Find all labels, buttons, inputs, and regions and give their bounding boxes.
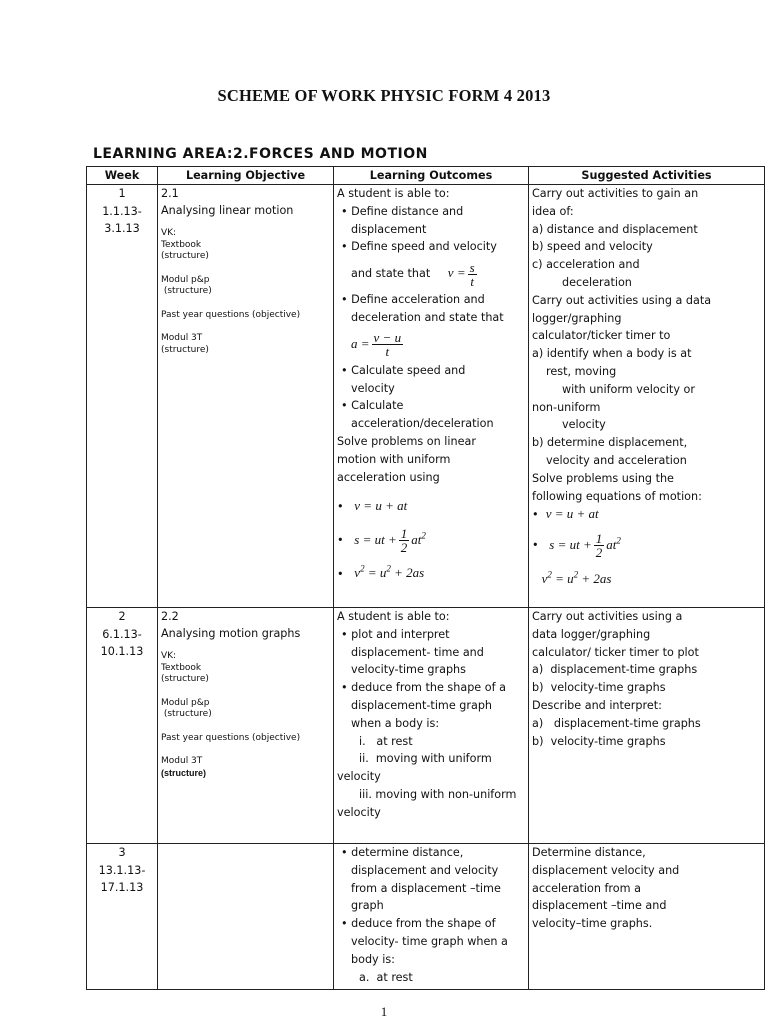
equation-1: • v = u + at (532, 506, 599, 522)
activity-text: acceleration from a (532, 881, 641, 895)
header-activities: Suggested Activities (529, 167, 765, 185)
outcome-text: velocity (351, 381, 395, 395)
reference-line: VK: (161, 651, 177, 661)
reference (161, 310, 331, 322)
week-number: 3 (118, 846, 126, 859)
activity-text: following equations of motion: (532, 489, 702, 503)
reference-line: Modul 3T (161, 333, 203, 343)
activity-text: b) velocity-time graphs (532, 681, 666, 695)
week-number: 1 (118, 187, 126, 200)
formula-acceleration: a = $\frac{v - u}{t}$ (351, 330, 402, 360)
outcome-text: graph (351, 899, 384, 913)
activity-text: Carry out activities using a data (532, 293, 712, 307)
reference-line: Textbook (161, 239, 202, 250)
activity-text: b) velocity-time graphs (532, 734, 666, 748)
outcome-intro: A student is able to: (337, 610, 450, 623)
objective-code: 2.1 (161, 187, 179, 200)
activity-text: Solve problems using the (532, 471, 674, 485)
outcome-text: displacement- time and (351, 645, 484, 659)
reference (161, 756, 331, 779)
activity-text: idea of: (532, 204, 574, 218)
formula-v-s-t: v = $\frac{s}{t}$ (447, 259, 475, 289)
outcome-text: acceleration/deceleration (351, 417, 494, 431)
outcome-text: Solve problems on linear (337, 434, 476, 448)
objective-cell (158, 185, 334, 608)
outcome-bullet: • Define distance and displacement (341, 204, 464, 236)
week-number: 2 (118, 610, 126, 623)
activity-text: calculator/ ticker timer to plot (532, 645, 699, 659)
activity-text: calculator/ticker timer to (532, 329, 671, 343)
activity-text: displacement velocity and (532, 863, 680, 877)
reference-line: (structure) (161, 344, 209, 355)
outcome-bullet: • plot and interpret displacement- time and velocity-time graphs (341, 627, 484, 677)
outcome-text: determine distance, (351, 846, 464, 859)
week-cell (87, 844, 158, 990)
activity-text: Determine distance, (532, 846, 646, 859)
outcome-solve (337, 433, 526, 486)
reference-line: (structure) (161, 286, 212, 296)
objective-title: Analysing linear motion (161, 204, 294, 217)
week-date: 13.1.13- (98, 863, 146, 877)
reference (161, 733, 331, 745)
activity-text: displacement –time and (532, 899, 667, 913)
activity-text: velocity–time graphs. (532, 917, 653, 931)
objective-cell (158, 844, 334, 990)
outcome-text: plot and interpret (351, 627, 450, 641)
activity-text: b) speed and velocity (532, 240, 653, 254)
week-date: 6.1.13- (102, 627, 142, 641)
objective-code: 2.2 (161, 610, 179, 623)
equation-1: • v = u + at (337, 498, 408, 514)
outcome-subitem: iii. moving with non-uniform (359, 787, 517, 801)
activities-cell (529, 608, 765, 844)
activity-text: velocity (562, 418, 606, 432)
week-date: 1.1.13- (102, 204, 142, 218)
activity-text: c) acceleration and (532, 258, 640, 272)
activity-text: with uniform velocity or (562, 382, 695, 396)
table-row (87, 844, 765, 990)
outcome-text: Define acceleration and (351, 293, 485, 307)
outcome-bullet: • determine distance, displacement and velocity from a displacement –time graph (341, 846, 501, 913)
outcome-bullet: • Define speed and velocity (341, 240, 497, 254)
outcome-text: deduce from the shape of a (351, 681, 506, 695)
outcome-text: from a displacement –time (351, 881, 501, 895)
objective-cell (158, 608, 334, 844)
equation-2: • s = ut + $\frac{1}{2}$ $at^2$ (337, 526, 426, 556)
reference-line: Modul 3T (161, 756, 203, 766)
reference (161, 275, 331, 298)
outcome-text: Define speed and velocity (351, 240, 497, 254)
activity-text: a) displacement-time graphs (532, 663, 698, 677)
equation-3: • $v^2 = u^2 + 2as$ (337, 563, 425, 581)
table-row (87, 608, 765, 844)
reference-line: (structure) (161, 709, 212, 719)
page-title: SCHEME OF WORK PHYSIC FORM 4 2013 (217, 86, 551, 105)
equation-2: • s = ut + $\frac{1}{2}$ $at^2$ (532, 531, 621, 561)
outcome-subitem: a. at rest (359, 970, 413, 984)
outcome-text: acceleration using (337, 470, 440, 484)
week-cell (87, 608, 158, 844)
outcome-text: when a body is: (351, 716, 440, 730)
equation-3: $v^2 = u^2 + 2as$ (541, 569, 612, 586)
outcome-text: deceleration and state that (351, 310, 504, 324)
week-date: 17.1.13 (100, 881, 144, 894)
header-week: Week (87, 167, 158, 185)
learning-area-heading: LEARNING AREA:2.FORCES AND MOTION (93, 146, 428, 162)
outcome-subitem: ii. moving with uniform (359, 752, 492, 766)
outcome-bullet: • Calculate acceleration/deceleration (341, 399, 494, 431)
outcomes-cell (334, 185, 529, 608)
reference (161, 698, 331, 721)
activities-cell (529, 844, 765, 990)
activities-cell (529, 185, 765, 608)
outcome-text: body is: (351, 952, 395, 966)
activity-text: logger/graphing (532, 311, 622, 325)
header-row (87, 167, 765, 185)
outcomes-cell (334, 844, 529, 990)
table-row (87, 185, 765, 608)
outcome-text: displacement-time graph (351, 698, 493, 712)
outcome-formula-line (337, 327, 526, 362)
activity-text: rest, moving (546, 364, 617, 378)
activity-text: a) distance and displacement (532, 222, 698, 236)
outcome-intro: A student is able to: (337, 187, 450, 200)
header-objective: Learning Objective (158, 167, 334, 185)
outcome-text: Define distance and (351, 204, 464, 218)
outcome-text: motion with uniform (337, 452, 451, 466)
outcome-text: Calculate speed and (351, 363, 466, 377)
activity-text: b) determine displacement, (532, 436, 688, 450)
objective-title: Analysing motion graphs (161, 627, 301, 640)
outcome-formula-line (337, 256, 526, 291)
outcome-text: deduce from the shape of (351, 917, 496, 931)
outcome-text: displacement (351, 222, 427, 236)
reference (161, 228, 331, 263)
outcome-text: Calculate (351, 399, 404, 413)
scheme-table (86, 166, 765, 990)
activity-text: Describe and interpret: (532, 698, 662, 712)
activity-text: data logger/graphing (532, 627, 651, 641)
activity-text: deceleration (562, 275, 632, 289)
outcome-bullet: • Calculate speed and velocity (341, 363, 466, 395)
week-date: 10.1.13 (100, 645, 144, 658)
reference-line: Textbook (161, 662, 202, 673)
outcome-bullet: • deduce from the shape of a displacement-time graph when a body is: (341, 681, 506, 730)
week-date: 3.1.13 (104, 222, 140, 235)
reference (161, 651, 331, 686)
outcome-subitem: i. at rest (359, 734, 413, 748)
reference-line: Past year questions (objective) (161, 732, 301, 743)
reference-line: Modul p&p (161, 697, 210, 708)
outcome-subitem: velocity (337, 770, 381, 784)
reference-line: (structure) (161, 251, 209, 261)
reference (161, 333, 331, 356)
outcome-bullet: • deduce from the shape of velocity- time graph when a body is: (341, 917, 508, 966)
activity-text: non-uniform (532, 400, 601, 414)
outcome-text: and state that (351, 267, 431, 281)
activity-text: a) identify when a body is at (532, 347, 692, 361)
page-number: 1 (380, 1004, 388, 1019)
activity-text: Carry out activities using a (532, 610, 683, 623)
outcome-text: velocity-time graphs (351, 663, 466, 677)
header-outcomes: Learning Outcomes (334, 167, 529, 185)
reference-line: VK: (161, 228, 177, 238)
outcome-text: displacement and velocity (351, 863, 499, 877)
reference-line: (structure) (161, 767, 207, 778)
activity-text: Carry out activities to gain an (532, 187, 699, 200)
week-cell (87, 185, 158, 608)
activity-text: velocity and acceleration (546, 453, 687, 467)
outcome-bullet: • Define acceleration and deceleration and state that (341, 293, 504, 324)
reference-line: Modul p&p (161, 274, 210, 285)
reference-line: (structure) (161, 674, 209, 684)
outcome-text: velocity- time graph when a (351, 934, 508, 948)
activity-text: a) displacement-time graphs (532, 716, 701, 730)
reference-line: Past year questions (objective) (161, 309, 301, 320)
outcome-subitem: velocity (337, 805, 381, 819)
outcomes-cell (334, 608, 529, 844)
